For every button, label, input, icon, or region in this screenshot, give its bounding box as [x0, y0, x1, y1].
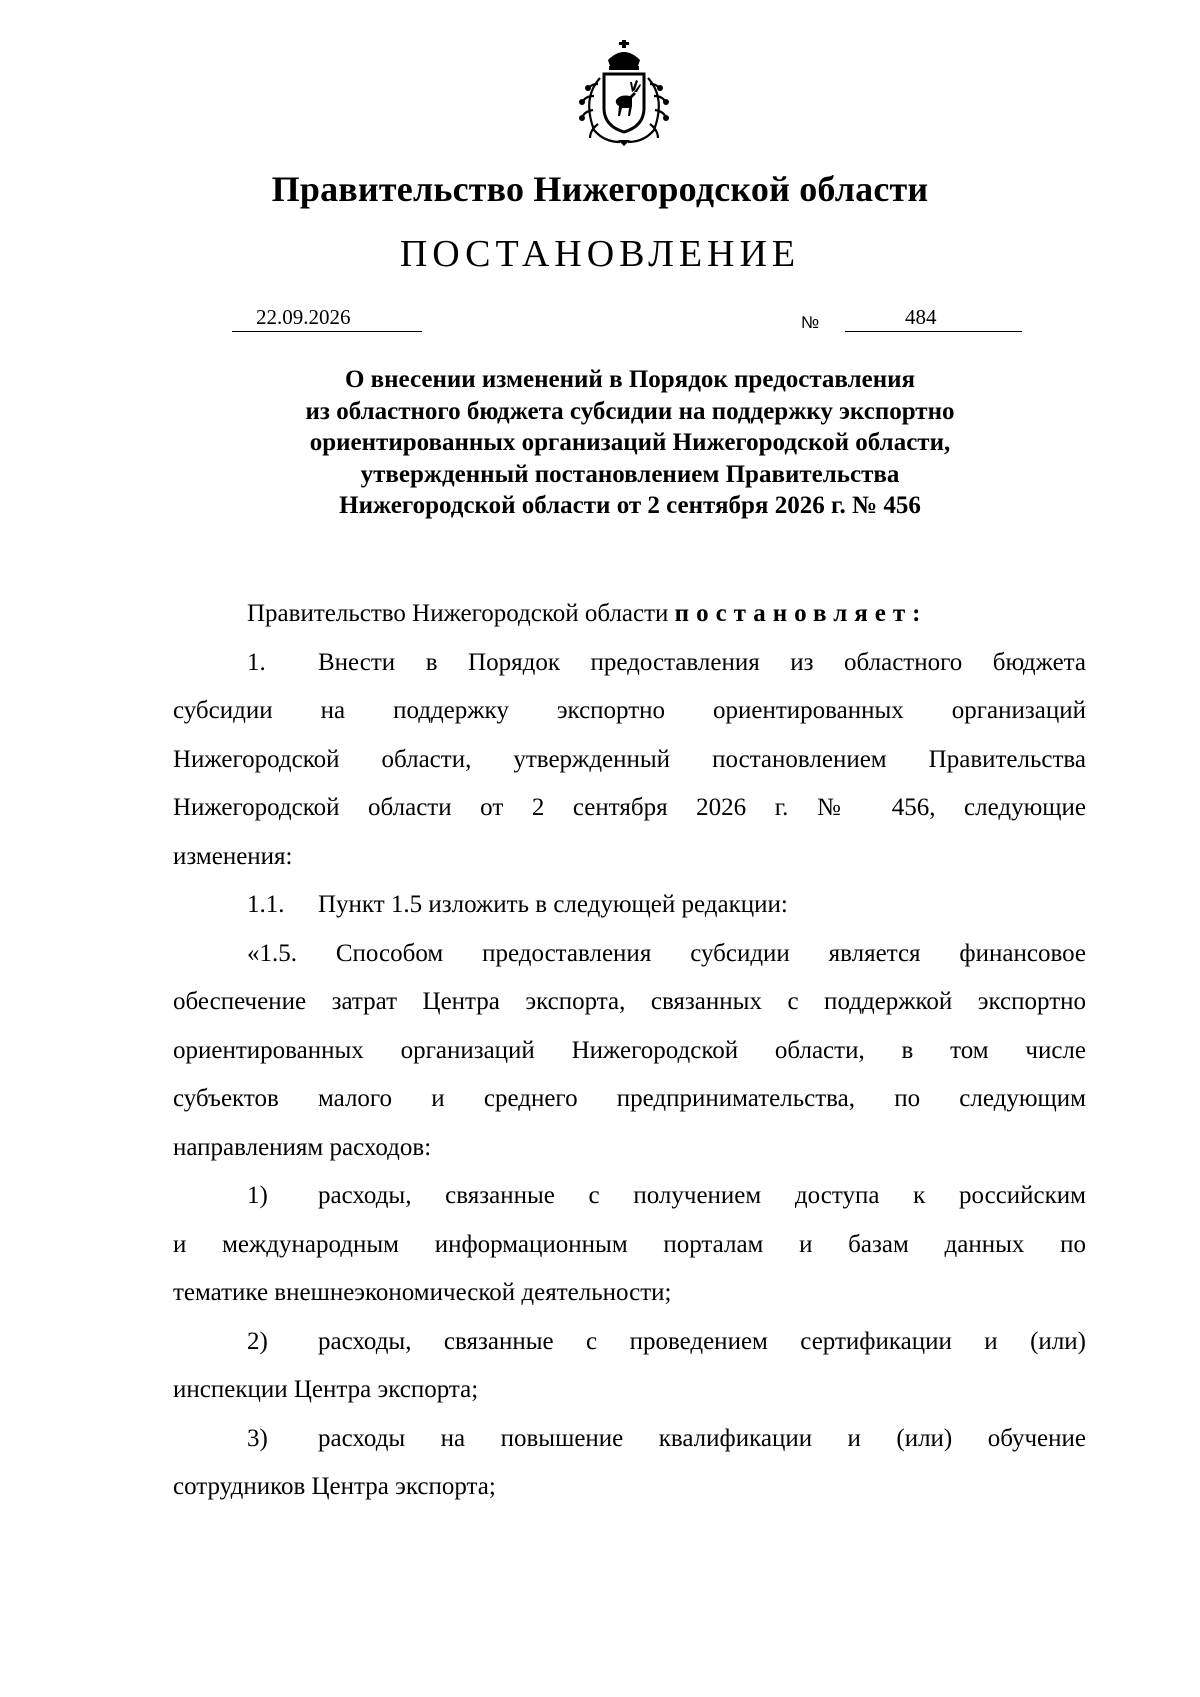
item-1-paragraph: [173, 639, 1086, 882]
paragraph-line: инспекции Центра экспорта;: [173, 1376, 479, 1403]
item-1-1-paragraph: [173, 881, 1086, 930]
intro-text: Правительство Нижегородской области: [247, 600, 669, 627]
paragraph-line: изменения:: [173, 842, 293, 870]
subitem-1-paragraph: [173, 1172, 1086, 1318]
subitem-3-paragraph: [173, 1415, 1086, 1512]
decree-body: [173, 590, 1086, 1512]
heading-line: О внесении изменений в Порядок предоставления: [344, 366, 916, 393]
paragraph-line: ориентированных организаций Нижегородской области, в том числе: [173, 1036, 1086, 1064]
paragraph-line: 3) расходы на повышение квалификации и (или) обучение: [173, 1415, 1086, 1464]
quoted-clause-paragraph: [173, 930, 1086, 1173]
item-number: 1.: [247, 648, 266, 676]
heading-line: ориентированных организаций Нижегородской области,: [309, 429, 951, 456]
heading-line: из областного бюджета субсидии на поддержку экспортно: [305, 397, 955, 425]
paragraph-line: Нижегородской области от 2 сентября 2026 г. № 456, следующие: [173, 794, 1086, 821]
number-sign: №: [801, 313, 820, 332]
item-number: 1.1.: [247, 891, 285, 918]
paragraph-line: Нижегородской области, утвержденный постановлением Правительства: [173, 745, 1086, 773]
item-number: 1): [247, 1182, 268, 1209]
paragraph-line: 1. Внести в Порядок предоставления из областного бюджета: [173, 639, 1086, 688]
subitem-2-paragraph: [173, 1318, 1086, 1415]
paragraph-line: обеспечение затрат Центра экспорта, связанных с поддержкой экспортно: [173, 988, 1086, 1015]
decree-number-field: 484: [845, 303, 1022, 332]
paragraph-line: 1) расходы, связанные с получением доступа к российским: [173, 1172, 1086, 1221]
paragraph-line: 2) расходы, связанные с проведением сертификации и (или): [173, 1318, 1086, 1367]
decree-heading: [170, 364, 1090, 522]
paragraph-line: 1.1. Пункт 1.5 изложить в следующей редакции:: [173, 881, 1086, 930]
decree-date-field: 22.09.2026: [232, 303, 422, 332]
paragraph-line: сотрудников Центра экспорта;: [173, 1473, 496, 1500]
government-title: Правительство Нижегородской области: [271, 169, 929, 209]
paragraph-line: «1.5. Способом предоставления субсидии является финансовое: [247, 939, 1086, 967]
intro-paragraph: [173, 590, 1086, 639]
paragraph-line: субсидии на поддержку экспортно ориентированных организаций: [173, 697, 1086, 724]
decree-type-title: ПОСТАНОВЛЕНИЕ: [399, 233, 801, 275]
heading-line: утвержденный постановлением Правительства: [360, 460, 900, 488]
paragraph-line: субъектов малого и среднего предпринимательства, по следующим: [173, 1085, 1086, 1112]
item-number: 3): [247, 1424, 268, 1452]
paragraph-line: тематике внешнеэкономической деятельности;: [173, 1279, 672, 1306]
heading-line: Нижегородской области от 2 сентября 2026 г. № 456: [339, 492, 921, 519]
intro-verb: постановляет:: [674, 600, 928, 627]
item-number: 2): [247, 1327, 268, 1355]
paragraph-line: и международным информационным порталам и базам данных по: [173, 1230, 1086, 1258]
paragraph-line: направлениям расходов:: [173, 1133, 432, 1161]
coat-of-arms-icon: [560, 38, 688, 148]
